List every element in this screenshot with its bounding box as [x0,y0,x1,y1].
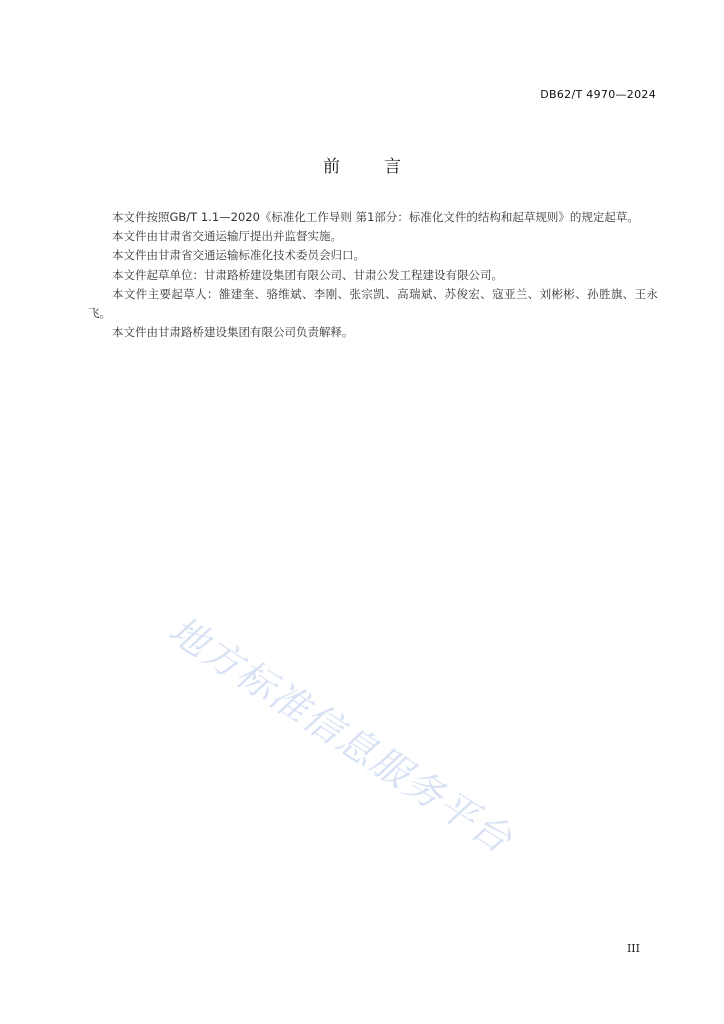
paragraph-drafters: 本文件主要起草人：雒建奎、骆维斌、李刚、张宗凯、高瑞斌、苏俊宏、寇亚兰、刘彬彬、孙胜旗、王永飞。 [88,286,658,321]
paragraph-interpretation: 本文件由甘肃路桥建设集团有限公司负责解释。 [112,325,354,340]
paragraph-committee: 本文件由甘肃省交通运输标准化技术委员会归口。 [112,248,365,263]
document-code: DB62/T 4970—2024 [540,88,656,101]
foreword-body [88,208,658,342]
page-number: III [626,942,640,955]
paragraph-proposer: 本文件由甘肃省交通运输厅提出并监督实施。 [112,229,342,244]
watermark: 地方标准信息服务平台 [161,607,521,863]
page-title: 前言 [323,157,445,177]
paragraph-drafting-units: 本文件起草单位：甘肃路桥建设集团有限公司、甘肃公发工程建设有限公司。 [112,267,503,282]
paragraph-drafting-rule: 本文件按照GB/T 1.1—2020《标准化工作导则 第1部分：标准化文件的结构和起草规则》的规定起草。 [112,210,639,224]
